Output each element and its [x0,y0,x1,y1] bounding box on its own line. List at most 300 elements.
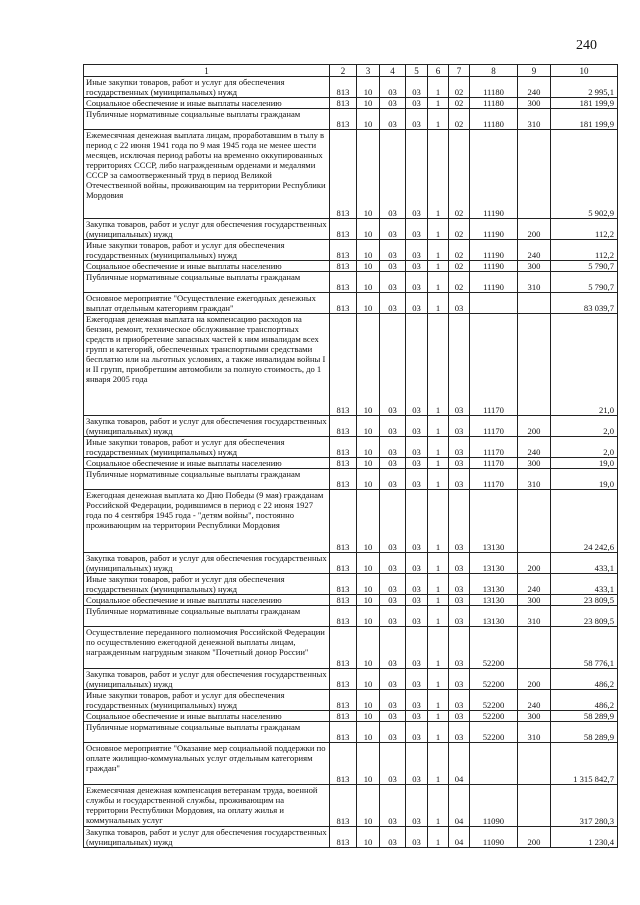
row-code-cell: 03 [449,606,470,627]
row-code-cell: 03 [380,595,406,606]
row-code-cell: 03 [406,261,428,272]
row-amount-cell: 112,2 [551,240,618,261]
row-name-cell: Иные закупки товаров, работ и услуг для обеспечения государственных (муниципальных) нужд [84,690,330,711]
row-code-cell: 02 [449,77,470,98]
row-code-cell: 10 [357,130,380,219]
row-amount-cell: 19,0 [551,469,618,490]
row-code-cell: 11090 [470,785,518,827]
row-code-cell: 03 [406,722,428,743]
row-code-cell: 03 [406,293,428,314]
row-code-cell: 03 [406,490,428,553]
column-number: 6 [428,65,449,77]
row-name-cell: Публичные нормативные социальные выплаты гражданам [84,109,330,130]
row-code-cell: 02 [449,130,470,219]
table-row [84,130,618,219]
row-code-cell: 813 [330,314,357,416]
row-code-cell: 310 [518,109,551,130]
row-name-cell: Публичные нормативные социальные выплаты гражданам [84,469,330,490]
table-row [84,490,618,553]
row-code-cell: 11170 [470,469,518,490]
row-code-cell: 03 [406,77,428,98]
row-code-cell: 300 [518,711,551,722]
row-amount-cell: 486,2 [551,690,618,711]
row-code-cell: 1 [428,77,449,98]
row-code-cell: 10 [357,293,380,314]
row-code-cell: 13130 [470,595,518,606]
row-code-cell [518,627,551,669]
table-row [84,553,618,574]
row-code-cell: 03 [380,272,406,293]
table-row [84,785,618,827]
row-code-cell: 03 [406,743,428,785]
row-code-cell: 52200 [470,690,518,711]
row-code-cell: 52200 [470,669,518,690]
row-amount-cell: 24 242,6 [551,490,618,553]
row-amount-cell: 181 199,9 [551,109,618,130]
table-row [84,711,618,722]
row-code-cell: 10 [357,785,380,827]
row-code-cell: 200 [518,219,551,240]
row-code-cell: 10 [357,743,380,785]
row-code-cell: 240 [518,574,551,595]
row-code-cell: 813 [330,595,357,606]
row-amount-cell: 2 995,1 [551,77,618,98]
row-code-cell: 300 [518,458,551,469]
row-code-cell: 200 [518,553,551,574]
row-code-cell: 10 [357,314,380,416]
row-code-cell: 240 [518,77,551,98]
row-code-cell: 1 [428,416,449,437]
row-amount-cell: 2,0 [551,416,618,437]
row-code-cell: 1 [428,827,449,848]
row-code-cell: 03 [406,469,428,490]
row-code-cell [470,743,518,785]
row-amount-cell: 5 902,9 [551,130,618,219]
row-code-cell: 813 [330,827,357,848]
row-code-cell: 10 [357,261,380,272]
row-code-cell: 03 [380,785,406,827]
row-code-cell: 11180 [470,77,518,98]
row-code-cell: 03 [380,827,406,848]
row-name-cell: Ежемесячная денежная выплата лицам, проработавшим в тылу в период с 22 июня 1941 года по 9 мая 1945 года не менее шести месяцев, исключая период работы на временно оккупированных территориях СССР, либо награжденным орденами и медалями СССР за самоотверженный труд в период Великой Отечественной войны, проживающим на территории Республики Мордовия [84,130,330,219]
row-code-cell: 1 [428,458,449,469]
row-code-cell: 03 [380,219,406,240]
row-code-cell: 1 [428,574,449,595]
column-number: 1 [84,65,330,77]
row-code-cell: 03 [406,553,428,574]
row-code-cell [518,314,551,416]
row-code-cell: 1 [428,293,449,314]
row-code-cell: 813 [330,109,357,130]
table-row [84,314,618,416]
row-code-cell: 813 [330,490,357,553]
row-code-cell: 03 [380,240,406,261]
row-amount-cell: 486,2 [551,669,618,690]
row-code-cell: 10 [357,77,380,98]
row-code-cell: 813 [330,743,357,785]
table-row [84,606,618,627]
column-number: 3 [357,65,380,77]
budget-table [83,64,618,848]
row-code-cell: 03 [406,595,428,606]
row-code-cell: 1 [428,690,449,711]
row-code-cell: 11180 [470,109,518,130]
row-code-cell: 813 [330,606,357,627]
row-amount-cell: 433,1 [551,574,618,595]
row-amount-cell: 181 199,9 [551,98,618,109]
row-code-cell: 03 [449,314,470,416]
row-code-cell: 1 [428,595,449,606]
row-code-cell: 03 [380,130,406,219]
row-code-cell: 813 [330,722,357,743]
row-code-cell: 02 [449,98,470,109]
row-code-cell: 03 [406,240,428,261]
row-code-cell: 11170 [470,458,518,469]
row-code-cell: 03 [380,690,406,711]
row-code-cell [518,743,551,785]
row-code-cell: 03 [449,416,470,437]
row-code-cell: 310 [518,606,551,627]
row-code-cell: 11190 [470,130,518,219]
row-code-cell: 11090 [470,827,518,848]
row-code-cell: 03 [406,416,428,437]
row-code-cell: 11190 [470,272,518,293]
row-code-cell: 03 [449,669,470,690]
row-name-cell: Социальное обеспечение и иные выплаты населению [84,711,330,722]
row-name-cell: Закупка товаров, работ и услуг для обеспечения государственных (муниципальных) нужд [84,827,330,848]
row-code-cell: 10 [357,553,380,574]
row-code-cell: 10 [357,272,380,293]
row-code-cell: 03 [406,458,428,469]
row-code-cell: 1 [428,711,449,722]
row-code-cell: 03 [449,627,470,669]
row-code-cell: 52200 [470,722,518,743]
row-code-cell: 1 [428,606,449,627]
row-code-cell: 10 [357,606,380,627]
row-code-cell: 11170 [470,437,518,458]
table-row [84,109,618,130]
row-code-cell: 1 [428,669,449,690]
row-code-cell: 10 [357,669,380,690]
row-code-cell: 11170 [470,416,518,437]
row-code-cell: 1 [428,437,449,458]
row-code-cell: 03 [380,627,406,669]
row-code-cell [518,785,551,827]
row-code-cell: 10 [357,595,380,606]
row-name-cell: Публичные нормативные социальные выплаты гражданам [84,606,330,627]
row-code-cell: 813 [330,293,357,314]
row-code-cell: 813 [330,627,357,669]
row-code-cell: 03 [380,109,406,130]
row-code-cell: 03 [380,416,406,437]
row-code-cell: 10 [357,416,380,437]
row-code-cell: 813 [330,261,357,272]
row-name-cell: Иные закупки товаров, работ и услуг для обеспечения государственных (муниципальных) нужд [84,240,330,261]
row-code-cell: 03 [380,458,406,469]
row-code-cell: 1 [428,98,449,109]
row-code-cell: 03 [406,130,428,219]
row-code-cell: 813 [330,469,357,490]
page-number: 240 [576,38,597,53]
column-number: 2 [330,65,357,77]
row-code-cell: 10 [357,722,380,743]
row-code-cell: 813 [330,458,357,469]
row-amount-cell: 112,2 [551,219,618,240]
row-code-cell: 03 [380,711,406,722]
row-code-cell: 03 [380,314,406,416]
row-code-cell: 03 [380,98,406,109]
row-code-cell: 813 [330,77,357,98]
row-code-cell: 03 [406,627,428,669]
row-code-cell: 813 [330,574,357,595]
row-amount-cell: 58 289,9 [551,711,618,722]
row-code-cell: 10 [357,240,380,261]
row-code-cell: 03 [406,827,428,848]
row-code-cell: 13130 [470,490,518,553]
row-code-cell: 11170 [470,314,518,416]
row-code-cell: 03 [406,98,428,109]
row-code-cell: 03 [380,722,406,743]
row-code-cell: 03 [449,553,470,574]
table-row [84,690,618,711]
row-code-cell: 02 [449,240,470,261]
row-code-cell: 813 [330,272,357,293]
row-amount-cell: 58 289,9 [551,722,618,743]
row-amount-cell: 2,0 [551,437,618,458]
row-amount-cell: 317 280,3 [551,785,618,827]
row-code-cell: 03 [449,469,470,490]
table-row [84,595,618,606]
row-name-cell: Публичные нормативные социальные выплаты гражданам [84,722,330,743]
row-amount-cell: 58 776,1 [551,627,618,669]
row-code-cell: 03 [380,574,406,595]
row-code-cell: 11190 [470,219,518,240]
row-code-cell: 03 [380,553,406,574]
row-name-cell: Ежемесячная денежная компенсация ветеранам труда, военной службы и государственной службы, проживающим на территории Республики Мордовия, на оплату жилья и коммунальных услуг [84,785,330,827]
row-code-cell: 1 [428,130,449,219]
row-code-cell: 10 [357,219,380,240]
row-amount-cell: 83 039,7 [551,293,618,314]
row-code-cell: 03 [449,722,470,743]
row-code-cell: 1 [428,490,449,553]
row-code-cell: 11180 [470,98,518,109]
row-name-cell: Социальное обеспечение и иные выплаты населению [84,98,330,109]
table-row [84,261,618,272]
row-code-cell: 03 [449,437,470,458]
row-name-cell: Закупка товаров, работ и услуг для обеспечения государственных (муниципальных) нужд [84,416,330,437]
table-row [84,827,618,848]
table-row [84,77,618,98]
row-code-cell: 03 [449,690,470,711]
column-number: 10 [551,65,618,77]
row-code-cell: 813 [330,690,357,711]
row-code-cell: 1 [428,627,449,669]
row-name-cell: Ежегодная денежная выплата на компенсацию расходов на бензин, ремонт, техническое обслуживание транспортных средств и приобретение запасных частей к ним инвалидам всех групп и категорий, обеспеченных транспортными средствами бесплатно или на льготных условиях, а также инвалидам войны I и II групп, приобретшим автомобили за полную стоимость, до 1 января 2005 года [84,314,330,416]
row-code-cell: 03 [380,606,406,627]
row-code-cell: 200 [518,669,551,690]
row-name-cell: Основное мероприятие "Осуществление ежегодных денежных выплат отдельным категориям граждан" [84,293,330,314]
row-code-cell: 813 [330,553,357,574]
row-amount-cell: 23 809,5 [551,595,618,606]
row-name-cell: Осуществление переданного полномочия Российской Федерации по осуществлению ежегодной денежной выплаты лицам, награжденным нагрудным знаком "Почетный донор России" [84,627,330,669]
row-code-cell: 1 [428,553,449,574]
table-row [84,669,618,690]
table-row [84,469,618,490]
row-code-cell: 813 [330,240,357,261]
row-name-cell: Основное мероприятие "Оказание мер социальной поддержки по оплате жилищно-коммунальных услуг отдельным категориям граждан" [84,743,330,785]
row-code-cell: 13130 [470,574,518,595]
row-name-cell: Закупка товаров, работ и услуг для обеспечения государственных (муниципальных) нужд [84,669,330,690]
row-code-cell: 10 [357,98,380,109]
row-name-cell: Иные закупки товаров, работ и услуг для обеспечения государственных (муниципальных) нужд [84,574,330,595]
row-code-cell: 04 [449,785,470,827]
row-code-cell: 10 [357,437,380,458]
row-code-cell: 04 [449,827,470,848]
row-code-cell: 1 [428,743,449,785]
row-code-cell: 03 [406,606,428,627]
row-code-cell: 02 [449,261,470,272]
table-row [84,98,618,109]
row-code-cell: 310 [518,272,551,293]
row-code-cell: 11190 [470,240,518,261]
row-code-cell: 04 [449,743,470,785]
row-amount-cell: 23 809,5 [551,606,618,627]
row-code-cell: 240 [518,437,551,458]
row-code-cell: 03 [380,669,406,690]
row-code-cell: 1 [428,314,449,416]
row-code-cell: 10 [357,490,380,553]
row-code-cell: 813 [330,416,357,437]
row-code-cell: 13130 [470,553,518,574]
row-name-cell: Ежегодная денежная выплата ко Дню Победы (9 мая) гражданам Российской Федерации, родившимся в период с 22 июня 1927 года по 4 сентября 1945 года - "детям войны", постоянно проживающим на территории Республики Мордовия [84,490,330,553]
row-code-cell: 1 [428,469,449,490]
row-code-cell [518,490,551,553]
row-code-cell: 03 [406,785,428,827]
row-code-cell: 1 [428,219,449,240]
row-code-cell: 813 [330,130,357,219]
row-code-cell: 10 [357,827,380,848]
row-code-cell: 300 [518,98,551,109]
row-name-cell: Социальное обеспечение и иные выплаты населению [84,458,330,469]
row-code-cell: 310 [518,722,551,743]
row-name-cell: Социальное обеспечение и иные выплаты населению [84,261,330,272]
row-name-cell: Иные закупки товаров, работ и услуг для обеспечения государственных (муниципальных) нужд [84,437,330,458]
row-code-cell: 813 [330,98,357,109]
row-code-cell: 10 [357,458,380,469]
row-code-cell: 10 [357,469,380,490]
row-amount-cell: 1 315 842,7 [551,743,618,785]
row-name-cell: Иные закупки товаров, работ и услуг для обеспечения государственных (муниципальных) нужд [84,77,330,98]
row-amount-cell: 5 790,7 [551,261,618,272]
row-code-cell: 13130 [470,606,518,627]
row-code-cell: 03 [380,77,406,98]
row-code-cell: 03 [406,437,428,458]
row-name-cell: Закупка товаров, работ и услуг для обеспечения государственных (муниципальных) нужд [84,553,330,574]
row-code-cell: 03 [380,469,406,490]
row-code-cell: 03 [449,293,470,314]
table-row [84,574,618,595]
row-code-cell: 03 [449,711,470,722]
row-code-cell: 03 [380,490,406,553]
row-amount-cell: 1 230,4 [551,827,618,848]
row-code-cell: 03 [380,743,406,785]
row-code-cell: 300 [518,261,551,272]
row-code-cell: 1 [428,261,449,272]
column-number: 9 [518,65,551,77]
row-code-cell: 03 [406,711,428,722]
row-code-cell: 10 [357,690,380,711]
row-code-cell: 03 [380,261,406,272]
row-code-cell: 02 [449,272,470,293]
row-code-cell: 1 [428,272,449,293]
row-code-cell: 1 [428,109,449,130]
table-row [84,437,618,458]
table-row [84,293,618,314]
row-code-cell: 03 [380,293,406,314]
row-code-cell: 200 [518,827,551,848]
row-code-cell: 300 [518,595,551,606]
row-name-cell: Публичные нормативные социальные выплаты гражданам [84,272,330,293]
row-name-cell: Социальное обеспечение и иные выплаты населению [84,595,330,606]
row-code-cell: 1 [428,722,449,743]
row-code-cell: 10 [357,711,380,722]
row-code-cell: 240 [518,690,551,711]
row-code-cell: 03 [406,272,428,293]
row-code-cell: 240 [518,240,551,261]
row-code-cell: 03 [406,669,428,690]
row-code-cell [470,293,518,314]
row-code-cell: 02 [449,109,470,130]
row-code-cell [518,293,551,314]
row-code-cell: 03 [380,437,406,458]
row-code-cell: 813 [330,219,357,240]
row-code-cell: 03 [406,690,428,711]
row-code-cell: 10 [357,574,380,595]
row-code-cell: 813 [330,711,357,722]
row-amount-cell: 19,0 [551,458,618,469]
table-row [84,627,618,669]
row-code-cell: 813 [330,669,357,690]
table-row [84,743,618,785]
column-number: 7 [449,65,470,77]
row-code-cell: 1 [428,240,449,261]
row-code-cell: 03 [449,458,470,469]
row-code-cell [518,130,551,219]
table-row [84,240,618,261]
row-code-cell: 03 [449,490,470,553]
row-code-cell: 02 [449,219,470,240]
row-code-cell: 200 [518,416,551,437]
row-code-cell: 11190 [470,261,518,272]
row-code-cell: 03 [406,574,428,595]
row-code-cell: 52200 [470,711,518,722]
row-code-cell: 10 [357,109,380,130]
column-number-row [84,65,618,77]
row-amount-cell: 433,1 [551,553,618,574]
table-row [84,272,618,293]
column-number: 5 [406,65,428,77]
row-code-cell: 03 [449,574,470,595]
row-code-cell: 03 [406,314,428,416]
table-row [84,416,618,437]
row-code-cell: 813 [330,785,357,827]
table-row [84,219,618,240]
row-code-cell: 310 [518,469,551,490]
row-code-cell: 10 [357,627,380,669]
row-amount-cell: 21,0 [551,314,618,416]
row-amount-cell: 5 790,7 [551,272,618,293]
column-number: 8 [470,65,518,77]
